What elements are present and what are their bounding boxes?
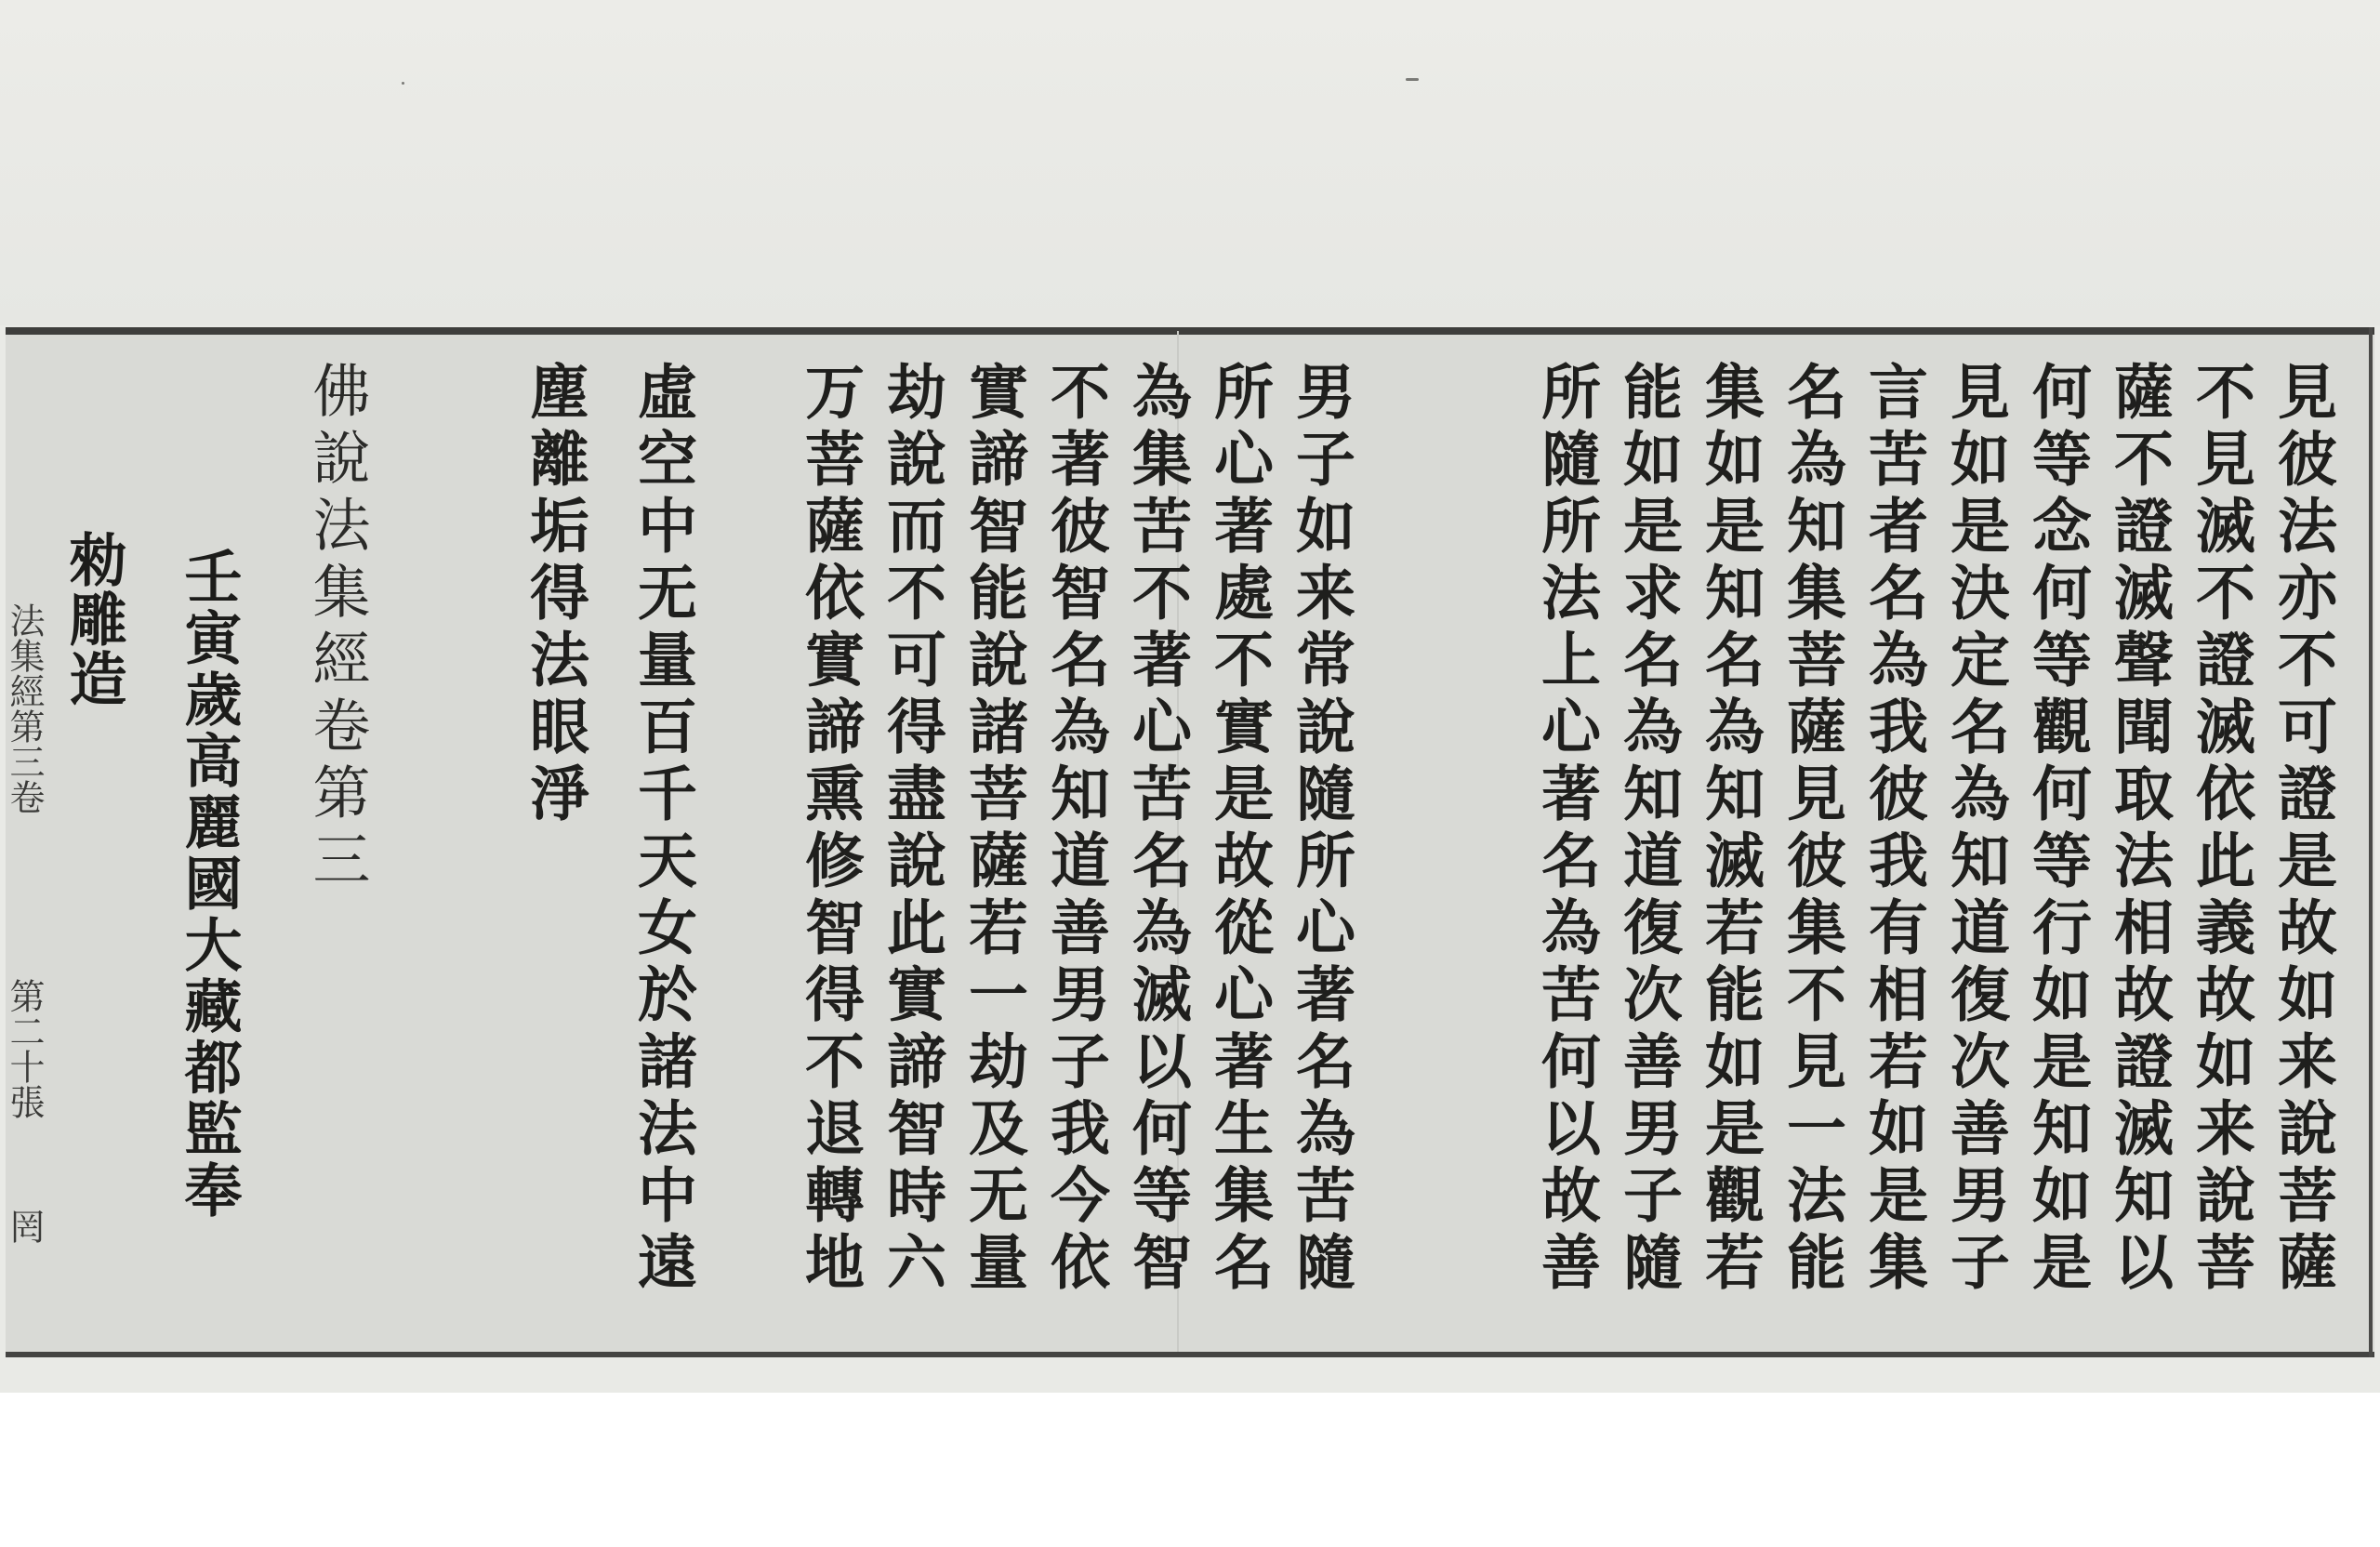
margin-sheet-number: 第二十張: [4, 978, 45, 1119]
sutra-title: 佛說法集經卷第三: [303, 361, 371, 896]
text-column-11: 男子如来常說隨所心著名為苦隨: [1286, 361, 1355, 1298]
text-column-9: 能如是求名為知道復次善男子隨: [1613, 361, 1683, 1298]
text-column-4: 何等念何等觀何等行如是知如是: [2022, 361, 2092, 1298]
colophon-line-2: 勑雕造: [60, 530, 127, 708]
text-column-18: 虛空中无量百千天女於諸法中遠: [628, 361, 697, 1298]
text-column-3: 薩不證滅聲聞取法相故證滅知以: [2104, 361, 2174, 1298]
text-column-13: 為集苦不著心苦名為滅以何等智: [1122, 361, 1192, 1298]
margin-mark: 罔: [4, 1209, 45, 1244]
margin-volume-label: 法集經第三卷: [4, 602, 45, 814]
text-column-1: 見彼法亦不可證是故如来說菩薩: [2268, 361, 2337, 1298]
text-column-10: 所隨所法上心著名為苦何以故善: [1531, 361, 1601, 1298]
text-column-14: 不著彼智名為知道善男子我今依: [1040, 361, 1110, 1298]
bottom-white-margin: [0, 1393, 2380, 1547]
text-column-19: 塵離垢得法眼淨: [520, 361, 589, 829]
text-column-8: 集如是知名為知滅若能如是觀若: [1695, 361, 1765, 1298]
block-right-border: [2369, 327, 2373, 1357]
text-column-5: 見如是決定名為知道復次善男子: [1940, 361, 2010, 1298]
text-column-6: 言苦者名為我彼我有相若如是集: [1858, 361, 1928, 1298]
ink-speck: [402, 82, 404, 85]
text-column-16: 劫說而不可得盡說此實諦智時六: [877, 361, 946, 1298]
colophon-line-1: 壬寅歲高麗國大藏都監奉: [175, 547, 243, 1222]
ink-speck: [1406, 78, 1419, 81]
text-column-7: 名為知集菩薩見彼集不見一法能: [1777, 361, 1846, 1298]
text-column-15: 實諦智能說諸菩薩若一劫及无量: [959, 361, 1028, 1298]
text-column-12: 所心著處不實是故從心著生集名: [1204, 361, 1274, 1298]
text-column-2: 不見滅不證滅依此義故如来說菩: [2186, 361, 2255, 1298]
text-column-17: 万菩薩依實諦熏修智得不退轉地: [795, 361, 865, 1298]
upper-paper-margin: [0, 0, 2380, 325]
